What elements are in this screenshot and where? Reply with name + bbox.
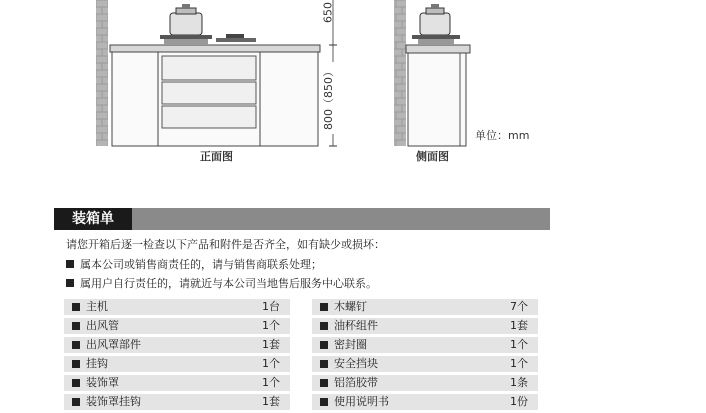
section-title: 装箱单 <box>54 208 132 230</box>
packing-list-right <box>312 299 538 413</box>
item-qty: 7个 <box>510 300 528 313</box>
list-item <box>64 318 290 334</box>
list-item <box>312 375 538 391</box>
front-view-drawing <box>96 0 337 146</box>
item-name: 挂钩 <box>86 357 108 370</box>
list-item <box>312 337 538 353</box>
note-item <box>66 275 377 291</box>
front-view-caption: 正面图 <box>200 150 233 163</box>
bullet-icon <box>72 341 80 349</box>
bullet-icon <box>320 303 328 311</box>
item-qty: 1套 <box>510 319 528 332</box>
item-name: 铝箔胶带 <box>334 376 378 389</box>
bullet-icon <box>320 360 328 368</box>
note-text: 属本公司或销售商责任的，请与销售商联系处理； <box>80 258 322 271</box>
list-item <box>312 318 538 334</box>
item-qty: 1套 <box>262 395 280 408</box>
list-item <box>312 394 538 410</box>
item-name: 密封圈 <box>334 338 367 351</box>
note-item <box>66 256 322 272</box>
bullet-icon <box>66 279 74 287</box>
item-name: 出风管 <box>86 319 119 332</box>
list-item <box>64 394 290 410</box>
item-qty: 1个 <box>262 376 280 389</box>
list-item <box>64 375 290 391</box>
bullet-icon <box>320 379 328 387</box>
item-qty: 1台 <box>262 300 280 313</box>
list-item <box>64 337 290 353</box>
bullet-icon <box>320 341 328 349</box>
bullet-icon <box>72 303 80 311</box>
item-qty: 1个 <box>262 357 280 370</box>
item-qty: 1个 <box>262 319 280 332</box>
item-name: 装饰罩挂钩 <box>86 395 141 408</box>
note-text: 属用户自行责任的，请就近与本公司当地售后服务中心联系。 <box>80 277 377 290</box>
item-qty: 1个 <box>510 357 528 370</box>
side-view-drawing <box>394 0 470 146</box>
installation-drawings <box>0 0 706 175</box>
list-item <box>64 299 290 315</box>
item-name: 主机 <box>86 300 108 313</box>
item-qty: 1套 <box>262 338 280 351</box>
bullet-icon <box>320 322 328 330</box>
bullet-icon <box>66 260 74 268</box>
packing-list-left <box>64 299 290 413</box>
side-view-caption: 侧面图 <box>416 150 449 163</box>
unit-label: 单位：mm <box>475 129 530 142</box>
bullet-icon <box>72 322 80 330</box>
list-item <box>64 356 290 372</box>
dimension-upper-label: 650 <box>321 2 335 23</box>
item-qty: 1份 <box>510 395 528 408</box>
list-item <box>312 356 538 372</box>
list-item <box>312 299 538 315</box>
bullet-icon <box>72 398 80 406</box>
item-name: 出风罩部件 <box>86 338 141 351</box>
bullet-icon <box>72 360 80 368</box>
item-qty: 1个 <box>510 338 528 351</box>
item-name: 安全挡块 <box>334 357 378 370</box>
bullet-icon <box>72 379 80 387</box>
item-name: 木螺钉 <box>334 300 367 313</box>
dimension-lower-label: 800（850） <box>320 62 336 134</box>
item-qty: 1条 <box>510 376 528 389</box>
item-name: 装饰罩 <box>86 376 119 389</box>
item-name: 油杯组件 <box>334 319 378 332</box>
intro-text: 请您开箱后逐一检查以下产品和附件是否齐全，如有缺少或损坏： <box>66 238 385 251</box>
item-name: 使用说明书 <box>334 395 389 408</box>
bullet-icon <box>320 398 328 406</box>
